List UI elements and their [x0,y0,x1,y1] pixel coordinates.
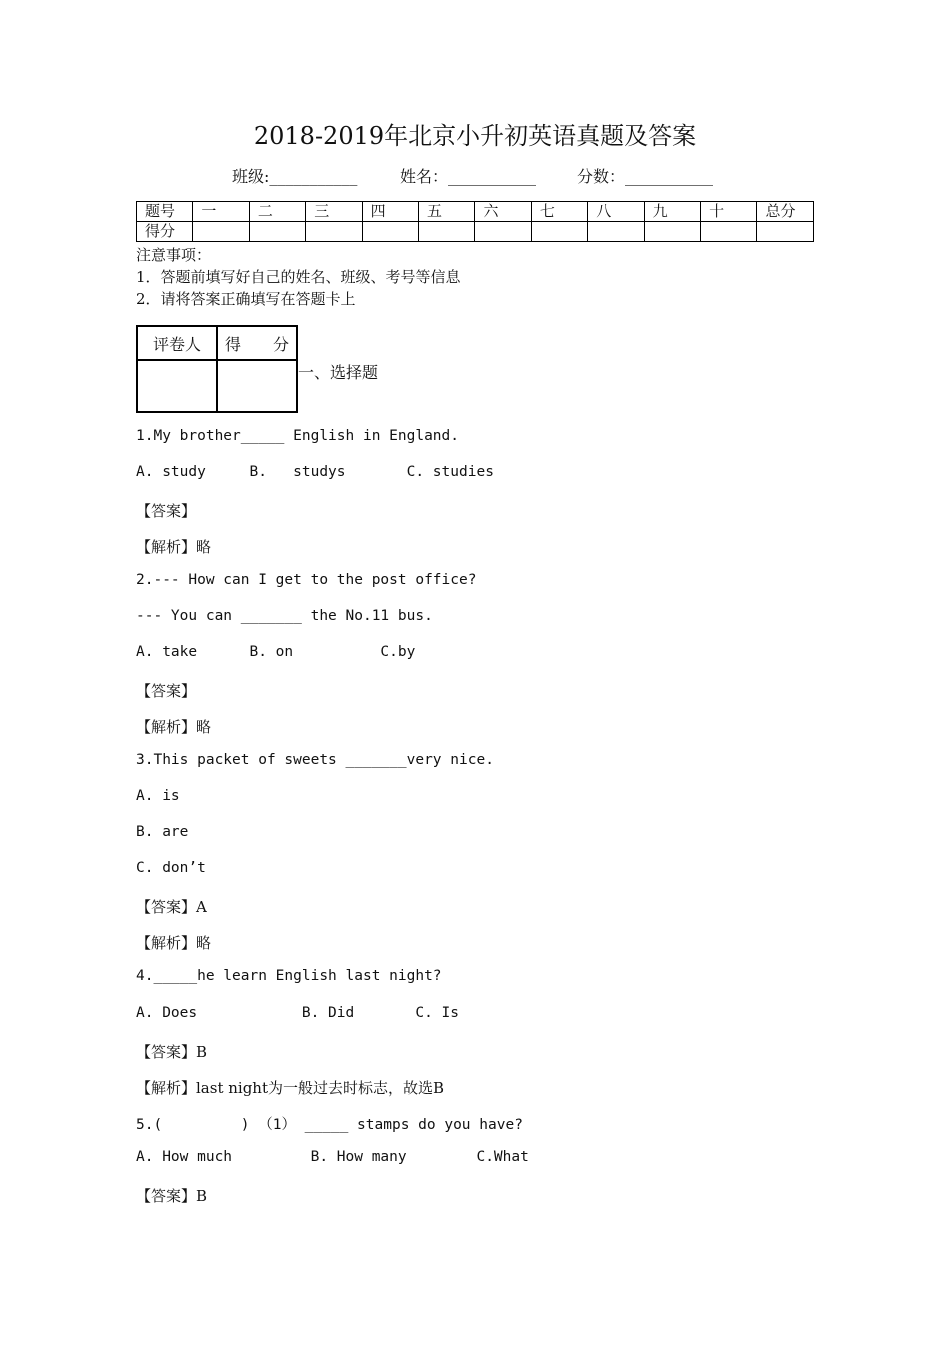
question-options: A. Does B. Did C. Is [136,1005,460,1021]
question-stem-2: --- You can _______ the No.11 bus. [136,608,433,624]
class-field [232,164,357,187]
score-cell[interactable] [306,222,362,242]
score-table [136,201,814,242]
name-blank: ___________ [448,167,537,186]
score-header-cell: 九 [644,202,700,222]
score-header-cell: 十 [701,202,757,222]
class-label: 班级: [232,167,270,186]
score-header-cell: 七 [531,202,587,222]
note-item-1: 1．答题前填写好自己的姓名、班级、考号等信息 [136,268,461,286]
score-cell[interactable] [419,222,475,242]
score-header-cell: 题号 [137,202,193,222]
score-header-cell: 一 [193,202,249,222]
question-analysis: 【解析】略 [136,718,212,736]
score-cell[interactable] [475,222,531,242]
question-options: A. study B. studys C. studies [136,464,494,480]
grader-reviewer-label: 评卷人 [137,326,217,360]
grader-reviewer-cell[interactable] [137,360,217,412]
score-blank: ___________ [625,167,714,186]
name-label: 姓名： [400,167,449,186]
question-options: A. take B. on C.by [136,644,416,660]
question-answer: 【答案】A [136,898,207,916]
question-stem: 5.( ) （1） _____ stamps do you have? [136,1117,523,1133]
question-answer: 【答案】B [136,1187,208,1205]
question-stem: 1.My brother_____ English in England. [136,428,460,444]
score-header-cell: 五 [419,202,475,222]
score-table-header-row [137,202,814,222]
question-option-b: B. are [136,824,189,840]
question-answer: 【答案】 [136,502,197,520]
score-row-label: 得分 [137,222,193,242]
question-answer: 【答案】B [136,1043,208,1061]
score-cell[interactable] [588,222,644,242]
name-field [400,164,536,187]
score-cell[interactable] [362,222,418,242]
question-analysis: 【解析】略 [136,538,212,556]
score-cell[interactable] [701,222,757,242]
notes-title: 注意事项： [136,246,212,264]
score-cell[interactable] [249,222,305,242]
section-title: 一、选择题 [298,363,379,382]
score-cell[interactable] [531,222,587,242]
page-title: 2018-2019年北京小升初英语真题及答案 [253,122,697,150]
class-blank: ___________ [269,167,358,186]
grader-score-cell[interactable] [217,360,297,412]
note-item-2: 2．请将答案正确填写在答题卡上 [136,290,356,308]
score-header-cell: 总分 [757,202,814,222]
grader-box [136,325,298,413]
score-cell[interactable] [757,222,814,242]
score-cell[interactable] [193,222,249,242]
question-answer: 【答案】 [136,682,197,700]
question-analysis: 【解析】略 [136,934,212,952]
question-analysis: 【解析】last night为一般过去时标志，故选B [136,1079,445,1097]
score-header-cell: 八 [588,202,644,222]
question-options: A. How much B. How many C.What [136,1149,529,1165]
question-stem: 3.This packet of sweets _______very nice. [136,752,494,768]
score-cell[interactable] [644,222,700,242]
question-stem: 2.--- How can I get to the post office? [136,572,477,588]
grader-score-label: 得 分 [217,326,297,360]
score-table-score-row [137,222,814,242]
question-option-c: C. don’t [136,860,206,876]
score-header-cell: 六 [475,202,531,222]
question-option-a: A. is [136,788,180,804]
question-stem: 4._____he learn English last night? [136,968,442,984]
score-label: 分数： [577,167,626,186]
score-field [577,164,713,187]
score-header-cell: 二 [249,202,305,222]
score-header-cell: 三 [306,202,362,222]
score-header-cell: 四 [362,202,418,222]
